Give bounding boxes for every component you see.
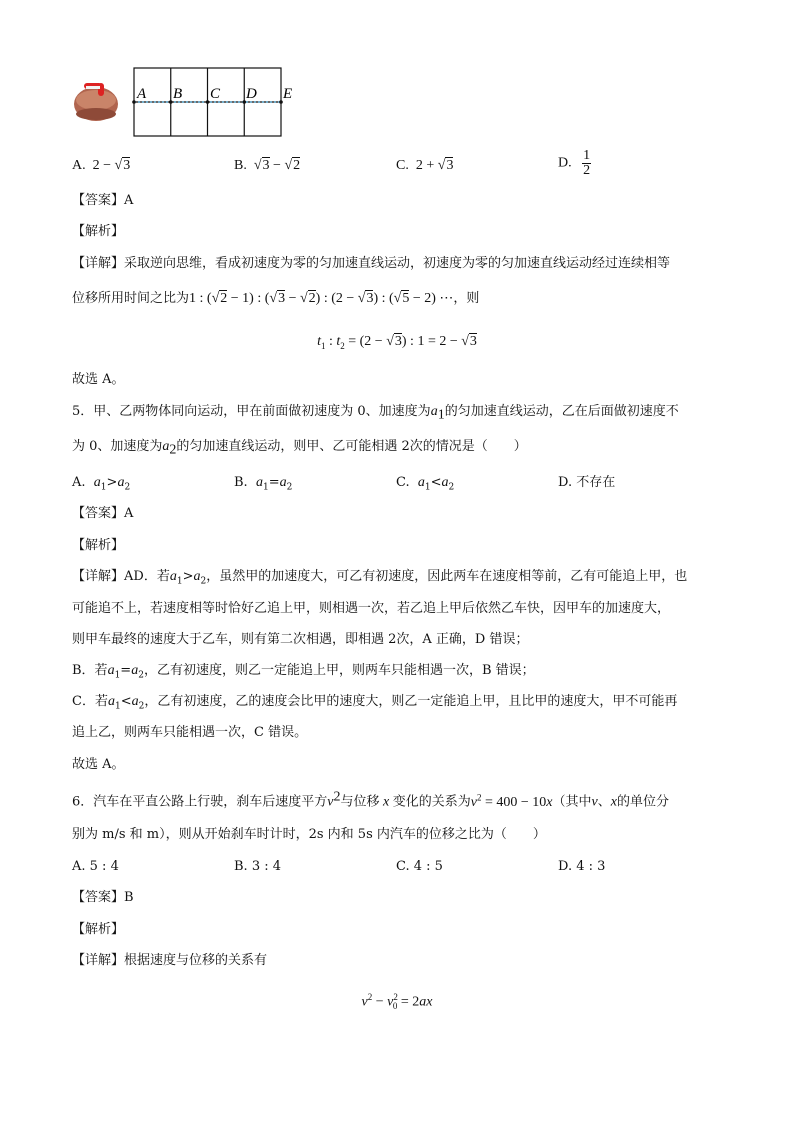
q5-stem-line1: 5．甲、乙两物体同向运动，甲在前面做初速度为 0、加速度为$a_1$的匀加速直线运动，乙在后面做初速度不 [72,404,679,423]
q6-equation: $v^2 - v^2_0 = 2ax$ [361,992,433,1012]
label-b: B [173,86,183,102]
q4-analysis-label: 【解析】 [72,224,125,239]
q4-detail-line2: 位移所用时间之比为1 : (√2 − 1) : (√3 − √2) : (2 − √3) : (√5 − 2) ⋯，则 [72,291,480,306]
q5-stem-line2: 为 0、加速度为$a_2$的匀加速直线运动，则甲、乙可能相遇 2次的情况是（ ） [72,439,527,458]
q5-conclusion: 故选 A。 [72,757,125,772]
q4-option-b: B. √3 − √2 [234,158,301,173]
q5-option-d: D. 不存在 [558,475,616,490]
label-a: A [137,86,147,102]
curling-figure [70,64,300,140]
q4-equation: $t_1$ : $t_2 = (2 - √3)$ : 1 = 2 − √3 [317,334,477,351]
q6-option-d: D. 4 : 3 [558,859,606,874]
q5-detail-line4: B．若$a_1=a_2$，乙有初速度，则乙一定能追上甲，则两车只能相遇一次，B 错误； [72,663,535,681]
q6-stem-line1: 6．汽车在平直公路上行驶，刹车后速度平方$v^2$与位移 x 变化的关系为$v^2 = 400 - 10x$（其中v、x的单位分 [72,789,669,810]
q4-option-a: A. 2 − √3 [72,158,131,173]
q5-option-c: C. $a_1<a_2$ [396,475,455,493]
q4-option-c: C. 2 + √3 [396,158,454,173]
q5-option-b: B. $a_1=a_2$ [234,475,293,493]
q5-analysis-label: 【解析】 [72,538,125,553]
q6-detail: 【详解】根据速度与位移的关系有 [72,953,268,968]
label-e: E [283,86,293,102]
label-c: C [210,86,221,102]
q4-detail-line1: 【详解】采取逆向思维，看成初速度为零的匀加速直线运动，初速度为零的匀加速直线运动经过连续相等 [72,256,671,271]
q6-stem-line2: 别为 m/s 和 m），则从开始刹车时计时，2s 内和 5s 内汽车的位移之比为（ ） [72,827,546,842]
q5-option-a: A. $a_1>a_2$ [72,475,131,493]
q6-option-a: A. 5 : 4 [72,859,119,874]
q5-detail-line1: 【详解】AD．若$a_1>a_2$，虽然甲的加速度大，可乙有初速度，因此两车在速度相等前，乙有可能追上甲，也 [72,569,688,587]
curling-stone-icon [74,83,118,121]
q6-answer: 【答案】B [72,890,134,905]
q4-answer: 【答案】A [72,193,134,208]
q6-option-c: C. 4 : 5 [396,859,443,874]
q4-option-d: D. $\frac{1}{2}$ [558,148,591,178]
q5-detail-line3: 则甲车最终的速度大于乙车，则有第二次相遇，即相遇 2次，A 正确，D 错误； [72,632,529,647]
q4-conclusion: 故选 A。 [72,372,125,387]
label-d: D [246,86,257,102]
q5-answer: 【答案】A [72,506,134,521]
q5-detail-line2: 可能追不上，若速度相等时恰好乙追上甲，则相遇一次，若乙追上甲后依然乙车快，因甲车的加速度大， [72,601,671,616]
curling-diagram [70,64,300,140]
q5-detail-line6: 追上乙，则两车只能相遇一次，C 错误。 [72,725,308,740]
q5-detail-line5: C．若$a_1<a_2$，乙有初速度，乙的速度会比甲的速度大，则乙一定能追上甲，且比甲的速度大，甲不可能再 [72,694,678,712]
q6-option-b: B. 3 : 4 [234,859,282,874]
q6-analysis-label: 【解析】 [72,922,125,937]
